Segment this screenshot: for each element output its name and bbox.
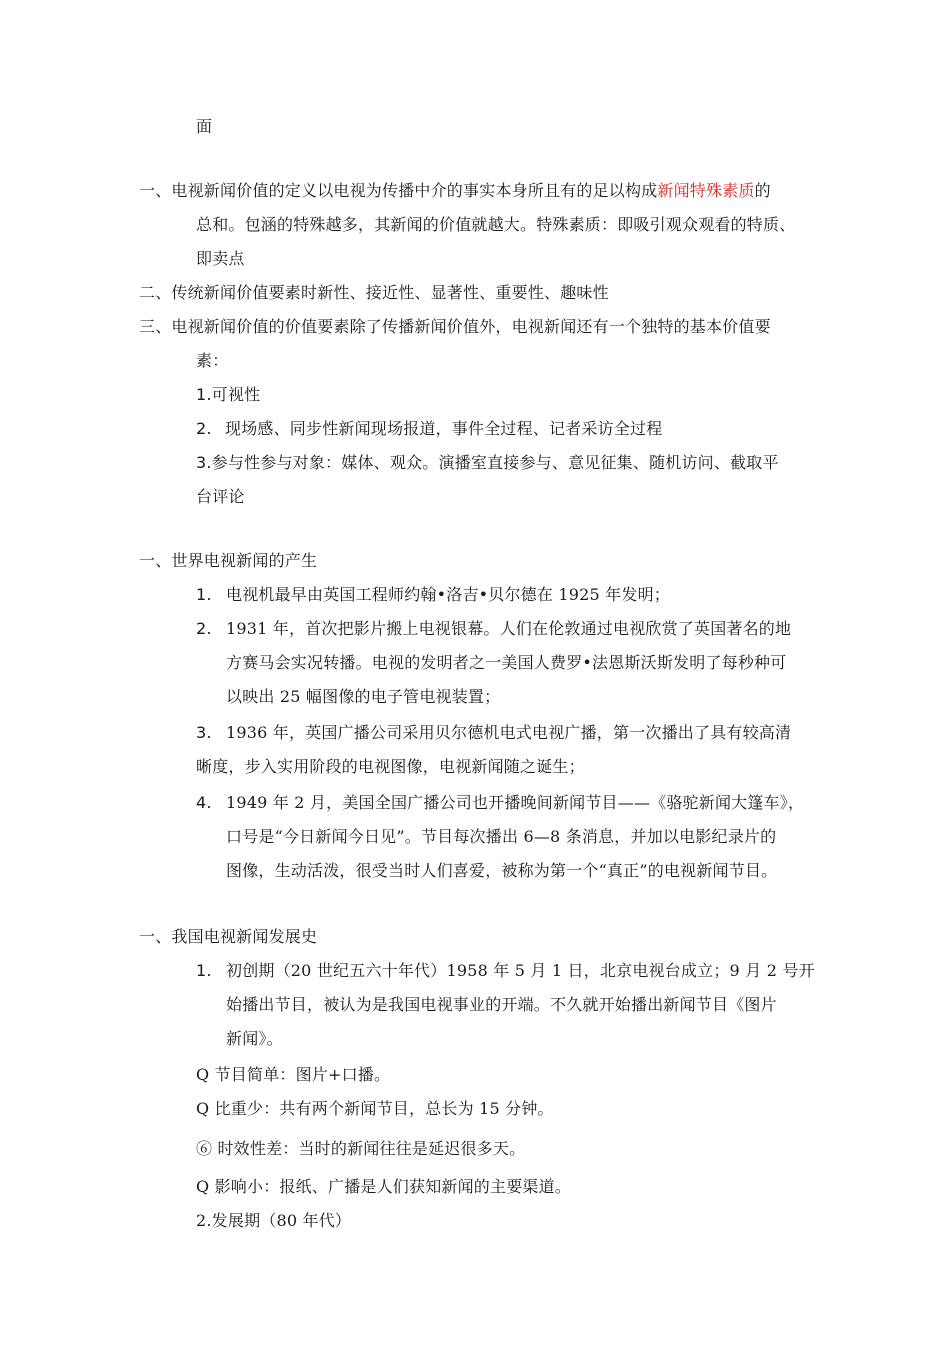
china-item-1-line2: 始播出节目，被认为是我国电视事业的开端。不久就开始播出新闻节目《图片 [226,995,777,1014]
value-definition-text: 一、电视新闻价值的定义以电视为传播中介的事实本身所且有的足以构成 [139,181,658,200]
china-point-timeliness: ⑥ 时效性差：当时的新闻往往是延迟很多天。 [196,1139,526,1158]
china-item-2: 2.发展期（80 年代） [196,1211,352,1230]
world-item-3-number: 3. [196,723,212,742]
value-definition-line1 [139,180,771,202]
world-item-4-line2: 口号是“今日新闻今日见”。节目每次播出 6—8 条消息，并加以电影纪录片的 [226,827,777,846]
world-item-2-number: 2. [196,619,212,638]
value-definition-line2: 总和。包涵的特殊越多，其新闻的价值就越大。特殊素质：即吸引观众观看的特质、 [196,215,796,234]
world-item-3-line2: 晰度，步入实用阶段的电视图像，电视新闻随之诞生； [196,757,585,776]
china-point-proportion: Q 比重少：共有两个新闻节目，总长为 15 分钟。 [196,1099,554,1118]
world-item-1-line1: 电视机最早由英国工程师约翰•洛吉•贝尔德在 1925 年发明； [226,585,670,604]
world-tv-news-heading: 一、世界电视新闻的产生 [139,551,318,570]
china-point-simple: Q 节目简单：图片+口播。 [196,1065,391,1084]
list-number: 1. [196,385,212,404]
list-text: 现场感、同步性新闻现场报道，事件全过程、记者采访全过程 [225,419,663,438]
top-fragment: 面 [196,117,213,136]
world-item-3-line1: 1936 年，英国广播公司采用贝尔德机电式电视广播，第一次播出了具有较高清 [226,723,792,742]
value-item-3-continued: 台评论 [196,487,245,506]
china-item-1-line1: 初创期（20 世纪五六十年代）1958 年 5 月 1 日，北京电视台成立；9 月 2 号开 [226,961,815,980]
world-item-4-line3: 图像，生动活泼，很受当时人们喜爱，被称为第一个“真正”的电视新闻节目。 [226,861,778,880]
value-definition-tail: 的 [754,181,771,200]
list-text: 参与性参与对象：媒体、观众。演播室直接参与、意见征集、随机访问、截取平 [211,453,779,472]
world-item-2-line2: 方赛马会实况转播。电视的发明者之一美国人费罗•法恩斯沃斯发明了每秒种可 [226,653,787,672]
tv-value-elements-line1: 三、电视新闻价值的价值要素除了传播新闻价值外，电视新闻还有一个独特的基本价值要 [139,317,771,336]
list-text: 可视性 [211,385,261,404]
world-item-4-number: 4. [196,793,212,812]
tv-value-elements-line2: 素： [196,351,229,370]
china-item-1-number: 1. [196,961,212,980]
world-item-2-line1: 1931 年，首次把影片搬上电视银幕。人们在伦敦通过电视欣赏了英国著名的地 [226,619,792,638]
list-number: 2. [196,419,212,438]
value-definition-line3: 即卖点 [196,249,245,268]
highlight-special-quality: 新闻特殊素质 [657,181,755,200]
world-item-1-number: 1. [196,585,212,604]
china-point-influence: Q 影响小：报纸、广播是人们获知新闻的主要渠道。 [196,1177,572,1196]
china-tv-news-heading: 一、我国电视新闻发展史 [139,927,318,946]
world-item-4-line1: 1949 年 2 月，美国全国广播公司也开播晚间新闻节目——《骆驼新闻大篷车》， [226,793,805,812]
china-item-1-line3: 新闻》。 [226,1029,283,1048]
list-number: 3. [196,453,212,472]
value-item-1 [196,384,260,406]
value-item-2 [196,418,662,440]
traditional-value-elements: 二、传统新闻价值要素时新性、接近性、显著性、重要性、趣味性 [139,283,609,302]
value-item-3 [196,452,779,474]
world-item-2-line3: 以映出 25 幅图像的电子管电视装置； [226,687,501,706]
